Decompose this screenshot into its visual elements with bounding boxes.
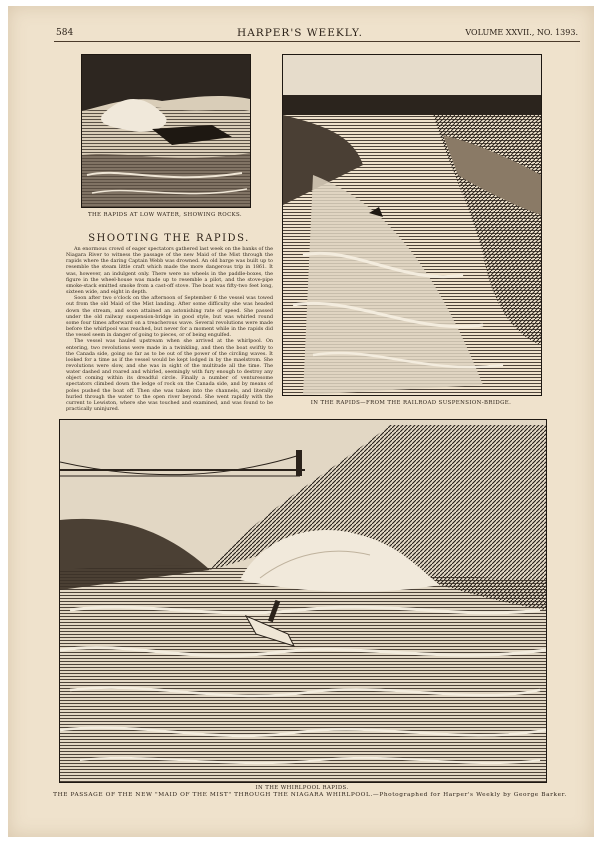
header-rule <box>54 41 580 42</box>
whirlpool-caption: IN THE WHIRLPOOL RAPIDS. <box>255 785 349 791</box>
page-number: 584 <box>56 28 74 38</box>
masthead-title: HARPER'S WEEKLY. <box>237 27 363 39</box>
volume-number: VOLUME XXVII., NO. 1393. <box>465 28 578 37</box>
low-water-caption: THE RAPIDS AT LOW WATER, SHOWING ROCKS. <box>87 212 243 218</box>
whirlpool-engraving <box>59 419 547 783</box>
article-body <box>66 246 273 411</box>
low-water-engraving <box>81 54 251 208</box>
article-paragraph: Soon after two o'clock on the afternoon of September 6 the vessel was towed out from the old Maid of the Mist landing. After some difficulty she was headed down the stream, and soon attained an astonishing rate of speed. She passed under the old railway suspension-bridge in good style, but was whirled round some four times afterward on a treacherous wave. Several revolutions were made before the whirlpool was reached, but never for a moment while in the rapids did the vessel seem in danger of going to pieces, or of being engulfed. <box>66 295 273 339</box>
article-paragraph: The vessel was hauled upstream when she arrived at the whirlpool. On entering, two revolutions were made in a twinkling, and then the boat swiftly to the Canada side, going so far as to be out of the power of the circling waves. It looked for a time as if the vessel would be kept lodged in by the maelstrom. She revolutions were slow, and she was in sight of the multitude all the time. The water dashed and roared and whirled, seemingly with fury enough to destroy any object coming within its dreadful circle. Finally a number of venturesome spectators climbed down the ledge of rock on the Canada side, and by means of poles pushed the boat off. Then she was taken into the channels, and literally hurled through the water to the open river beyond. She went rapidly with the current to Lewiston, where she was touched and examined, and was found to be practically uninjured. <box>66 338 273 411</box>
article-paragraph: An enormous crowd of eager spectators gathered last week on the banks of the Niagara River to witness the passage of the new Maid of the Mist through the rapids where the daring Captain Webb was drowned. An old barge was built up to resemble the steam little craft which made the more dangerous trip in 1861. It was, however, an indulgent only. There were no wheels in the paddle-boxes, the figure in the wheel-house was made up to resemble a pilot, and the stove-pipe smoke-stack emitted smoke from a cast-off stove. The boat was fifty-two feet long, sixteen wide, and eight in depth. <box>66 246 273 296</box>
suspension-bridge-caption: IN THE RAPIDS—FROM THE RAILROAD SUSPENSION-BRIDGE. <box>310 400 512 406</box>
suspension-bridge-engraving <box>282 54 542 396</box>
main-caption: THE PASSAGE OF THE NEW "MAID OF THE MIST" THROUGH THE NIAGARA WHIRLPOOL.—Photographed for Harper's Weekly by George Barker. <box>53 792 567 798</box>
article-title: SHOOTING THE RAPIDS. <box>88 233 250 244</box>
